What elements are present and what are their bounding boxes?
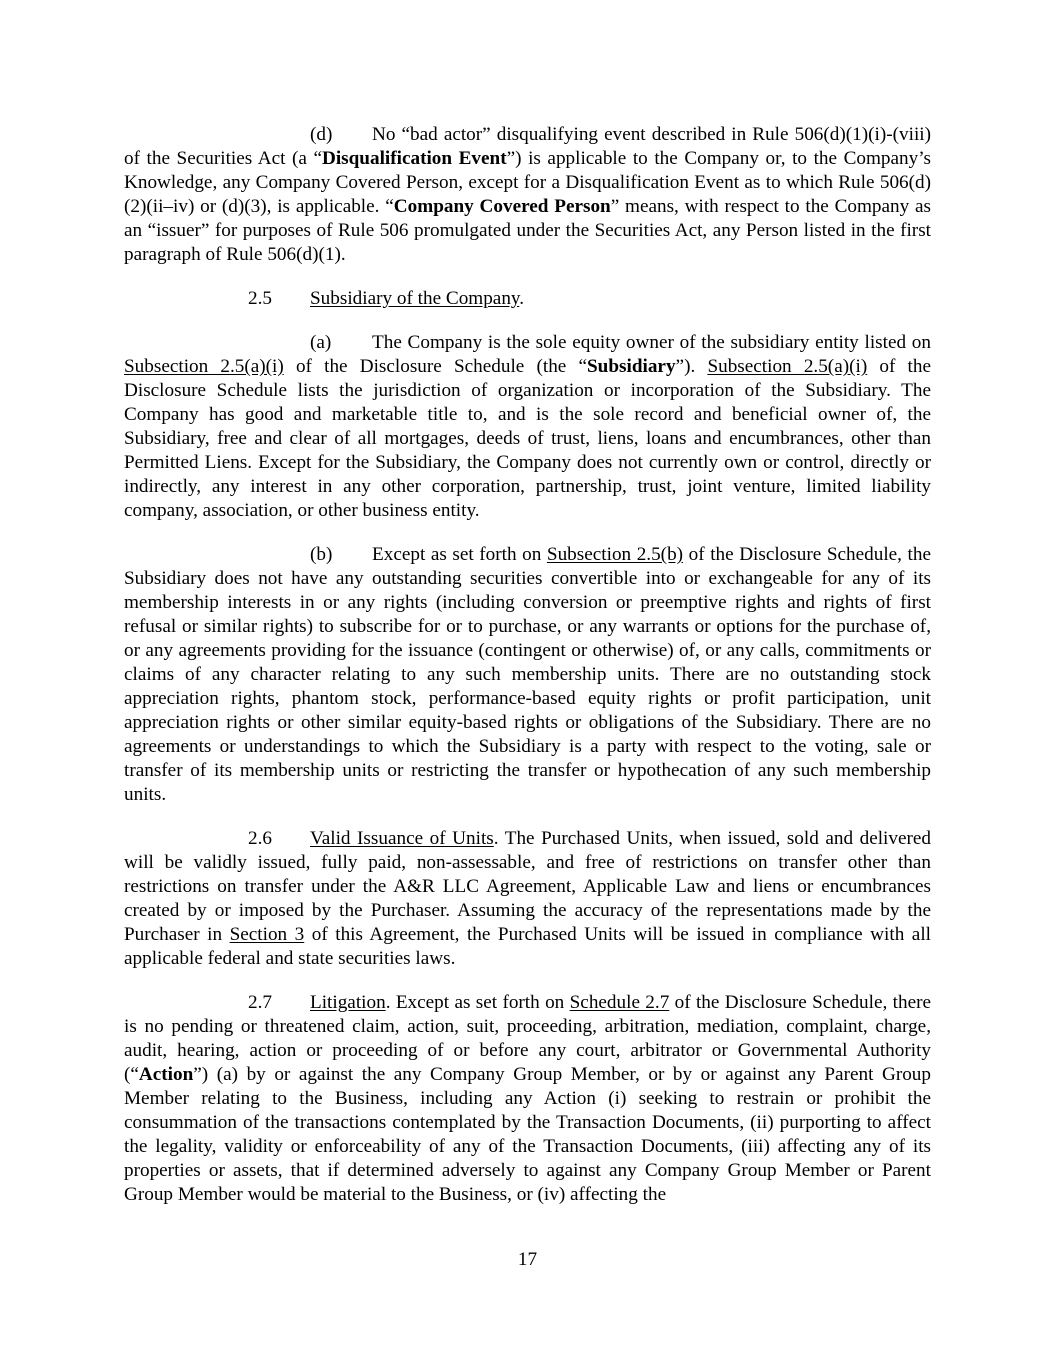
cross-reference: Schedule 2.7 [569,992,670,1013]
section-number: 2.7 [248,992,272,1013]
section-2-6: 2.6 Valid Issuance of Units. The Purchased Units, when issued, sold and delivered will be validly issued, fully paid, non-assessable, and free of restrictions on transfer other than restrictions on transfer under the A&R LLC Agreement, Applicable Law and liens or encumbrances created by or imposed by the Purchaser. Assuming the accuracy of the representations made by the Purchaser in Section 3 of this Agreement, the Purchased Units will be issued in compliance with all applicable federal and state securities laws. [124,828,931,969]
section-2-7: 2.7 Litigation. Except as set forth on Schedule 2.7 of the Disclosure Schedule, there is no pending or threatened claim, action, suit, proceeding, arbitration, mediation, complaint, charge, audit, hearing, action or proceeding of or before any court, arbitrator or Governmental Authority (“Action”) (a) by or against the any Company Group Member, or by or against any Parent Group Member relating to the Business, including any Action (i) seeking to restrain or prohibit the consummation of the transactions contemplated by the Transaction Documents, (ii) purporting to affect the legality, validity or enforceability of any of the Transaction Documents, (iii) affecting any of its properties or assets, that if determined adversely to against any Company Group Member or Parent Group Member would be material to the Business, or (iv) affecting the [124,992,931,1205]
section-title: Subsidiary of the Company [310,288,520,309]
cross-reference: Subsection 2.5(b) [546,544,684,565]
defined-term: Subsidiary [587,356,676,377]
paragraph-label: (a) [310,332,332,353]
paragraph-2-5-a: (a) The Company is the sole equity owner of the subsidiary entity listed on Subsection 2.5(a)(i) of the Disclosure Schedule (the “Subsidiary”). Subsection 2.5(a)(i) of the Disclosure Schedule lists the jurisdiction of organization or incorporation of the Subsidiary. The Company has good and marketable title to, and is the sole record and beneficial owner of, the Subsidiary, free and clear of all mortgages, deeds of trust, liens, loans and encumbrances, other than Permitted Liens. Except for the Subsidiary, the Company does not currently own or control, directly or indirectly, any interest in any other corporation, partnership, trust, joint venture, limited liability company, association, or other business entity. [124,332,931,521]
section-title: Litigation [310,992,386,1013]
cross-reference: Subsection 2.5(a)(i) [707,356,868,377]
paragraph-2-5-b: (b) Except as set forth on Subsection 2.5(b) of the Disclosure Schedule, the Subsidiary does not have any outstanding securities convertible into or exchangeable for any of its membership interests in or any rights (including conversion or preemptive rights and rights of first refusal or similar rights) to subscribe for or to purchase, or any warrants or options for the purchase of, or any agreements providing for the issuance (contingent or otherwise) of, or any calls, commitments or claims of any character relating to any such membership units. There are no outstanding stock appreciation rights, phantom stock, performance-based equity rights or profit participation, unit appreciation rights or other similar equity-based rights or obligations of the Subsidiary. There are no agreements or understandings to which the Subsidiary is a party with respect to the voting, sale or transfer of its membership units or restricting the transfer or hypothecation of any such membership units. [124,544,931,805]
defined-term: Disqualification Event [321,148,507,169]
paragraph-label: (d) [310,124,333,145]
section-number: 2.5 [248,288,272,309]
section-number: 2.6 [248,828,272,849]
cross-reference: Section 3 [229,924,305,945]
defined-term: Action [138,1064,194,1085]
cross-reference: Subsection 2.5(a)(i) [124,356,284,377]
defined-term: Company Covered Person [393,196,611,217]
paragraph-label: (b) [310,544,333,565]
document-page [124,123,931,1207]
page-number: 17 [517,1249,538,1270]
section-heading-2-5: 2.5 Subsidiary of the Company. [248,288,525,309]
section-title: Valid Issuance of Units [310,828,494,849]
paragraph-d: (d) No “bad actor” disqualifying event described in Rule 506(d)(1)(i)-(viii) of the Securities Act (a “Disqualification Event”) is applicable to the Company or, to the Company’s Knowledge, any Company Covered Person, except for a Disqualification Event as to which Rule 506(d)(2)(ii–iv) or (d)(3), is applicable. “Company Covered Person” means, with respect to the Company as an “issuer” for purposes of Rule 506 promulgated under the Securities Act, any Person listed in the first paragraph of Rule 506(d)(1). [124,124,931,265]
